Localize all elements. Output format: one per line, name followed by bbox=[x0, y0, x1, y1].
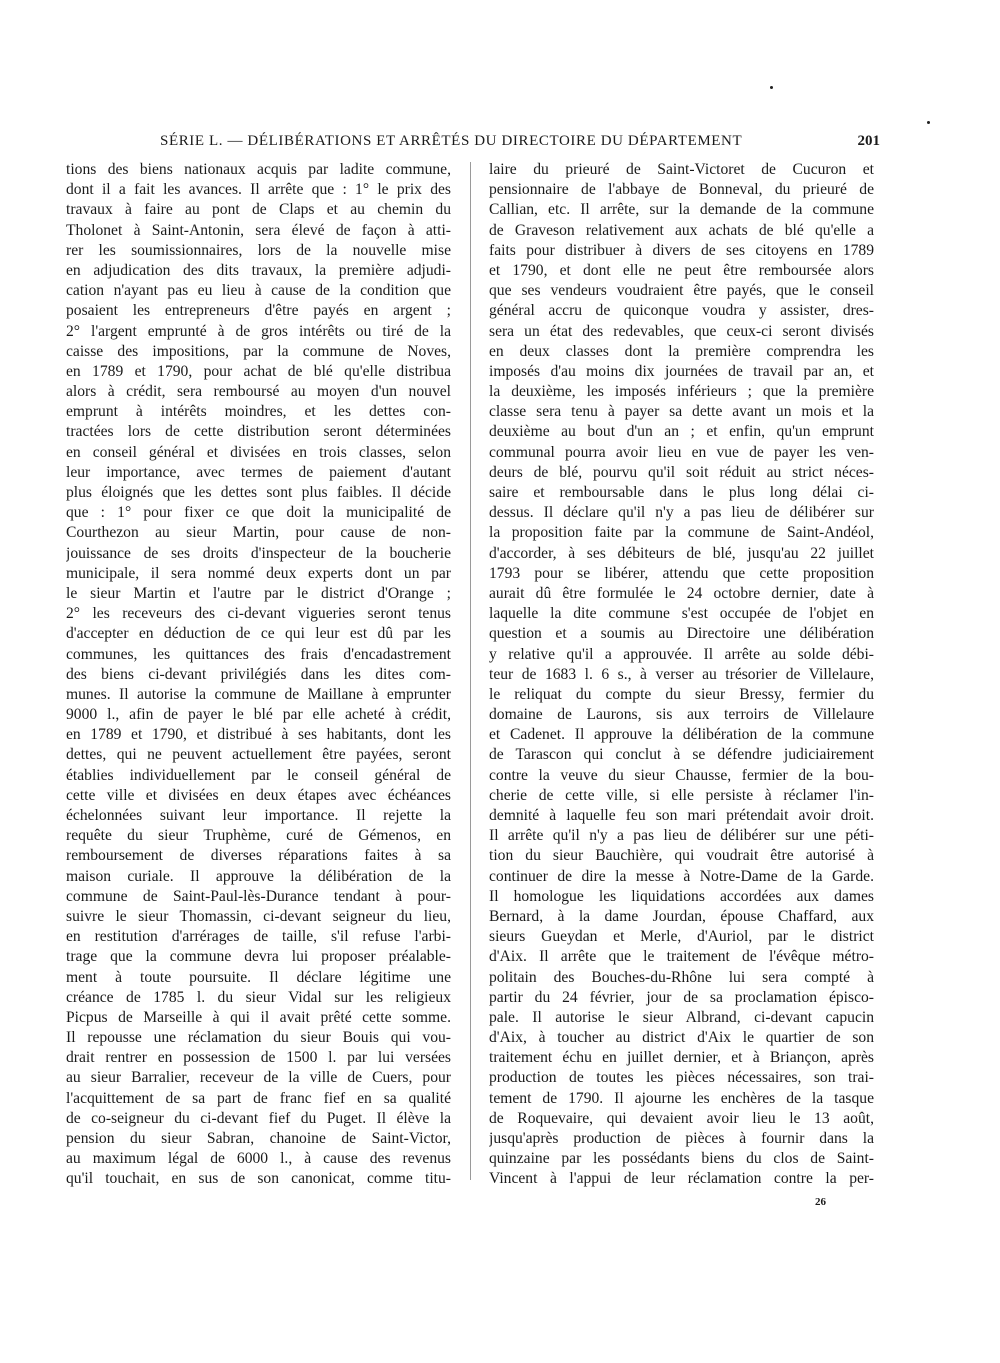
text-line: que ses vendeurs voudraient être payés, que le conseil bbox=[489, 282, 874, 300]
text-line: d'Aix. Il arrête que le traitement de l'évêque métro- bbox=[489, 948, 874, 966]
text-line: leur importance, avec termes de paiement d'autant bbox=[66, 463, 451, 481]
text-line: sieurs Gueydan et Merle, d'Auriol, par le district bbox=[489, 928, 874, 946]
text-line: cette ville et divisées en deux étapes avec échéances bbox=[66, 786, 451, 804]
text-line: la deuxième, les imposés inférieurs ; que la première bbox=[489, 383, 874, 401]
text-line: et Cadenet. Il approuve la délibération de la commune bbox=[489, 726, 874, 744]
text-line: en restitution d'arrérages de taille, s'il refuse l'arbi- bbox=[66, 928, 451, 946]
page-number: 201 bbox=[857, 133, 880, 149]
scan-speck bbox=[927, 121, 930, 124]
text-line: imposés d'au moins dix journées de travail par an, et bbox=[489, 362, 874, 380]
text-line: le reliquat du compte du sieur Bressy, fermier du bbox=[489, 685, 874, 703]
text-line: jouissance de ses droits d'inspecteur de la boucherie bbox=[66, 544, 451, 562]
text-line: 2° les receveurs des ci-devant vigueries seront tenus bbox=[66, 605, 451, 623]
text-line: plus éloignés que les dettes sont plus faibles. Il décide bbox=[66, 484, 451, 501]
text-line: traitement échu en juillet dernier, et à Briançon, après bbox=[489, 1049, 874, 1067]
text-line: dessus. Il déclare qu'il n'y a pas lieu de délibérer sur bbox=[489, 504, 874, 522]
text-line: Il repousse une réclamation du sieur Bouis qui vou- bbox=[66, 1029, 451, 1047]
text-line: ment à toute poursuite. Il déclare légitime une bbox=[66, 968, 451, 986]
text-line: politain des Bouches-du-Rhône lui sera compté à bbox=[489, 968, 874, 986]
text-line: établies individuellement par le conseil général de bbox=[66, 766, 451, 784]
text-line: de Roquevaire, qui devaient avoir lieu le 13 août, bbox=[489, 1109, 874, 1127]
text-line: dettes, qui ne peuvent actuellement être payées, seront bbox=[66, 746, 451, 764]
text-line: dont il a fait les avances. Il arrête que : 1° le prix des bbox=[66, 181, 451, 199]
text-line: remboursement de diverses réparations faites à sa bbox=[66, 847, 451, 865]
text-line: partir du 24 février, jour de sa proclamation épisco- bbox=[489, 988, 874, 1006]
text-line: quinzaine par les possédants biens du clos de Saint- bbox=[489, 1150, 874, 1168]
text-line: demnité à laquelle feu son mari prétendait avoir droit. bbox=[489, 807, 874, 824]
text-line: Vincent à l'appui de leur réclamation contre la per- bbox=[489, 1170, 874, 1188]
text-line: communes, les quittances des frais d'encadastrement bbox=[66, 645, 451, 663]
text-line: suivre le sieur Thomassin, ci-devant seigneur du lieu, bbox=[66, 907, 451, 925]
text-line: en 1789 et 1790, pour achat de blé qu'elle distribua bbox=[66, 362, 451, 380]
text-line: de Tarascon qui conclut à se défendre judiciairement bbox=[489, 746, 874, 764]
text-line: en adjudication des dits travaux, la première adjudi- bbox=[66, 261, 451, 279]
text-line: Tholonet à Saint-Antonin, sera élevé de façon à atti- bbox=[66, 221, 451, 239]
text-line: posaient les entrepreneurs d'être payés en argent ; bbox=[66, 302, 451, 320]
text-line: en 1789 et 1790, et distribué à ses habitants, dont les bbox=[66, 726, 451, 744]
text-line: d'accorder, à ses débiteurs de blé, jusqu'au 22 juillet bbox=[489, 544, 874, 562]
text-line: 9000 l., afin de payer le blé par elle acheté à crédit, bbox=[66, 706, 451, 724]
text-line: pensionnaire de l'abbaye de Bonneval, du prieuré de bbox=[489, 181, 874, 199]
text-line: tion du sieur Bauchière, qui voudrait être autorisé à bbox=[489, 847, 874, 865]
text-line: jusqu'après production de pièces à fournir dans la bbox=[489, 1130, 874, 1147]
text-line: Callian, etc. Il arrête, sur la demande de la commune bbox=[489, 201, 874, 219]
text-line: en conseil général et divisées en trois classes, selon bbox=[66, 443, 451, 461]
text-line: de co-seigneur du ci-devant fief du Puget. Il élève la bbox=[66, 1109, 451, 1127]
text-line: alors à crédit, sera remboursé au moyen d'un nouvel bbox=[66, 383, 451, 401]
text-line: qu'il touchait, en sus de son canonicat, comme titu- bbox=[66, 1170, 451, 1188]
text-line: que : 1° pour fixer ce que doit la municipalité de bbox=[66, 504, 451, 522]
text-line: continuer de dire la messe à Notre-Dame de la Garde. bbox=[489, 867, 874, 885]
text-line: maison curiale. Il approuve la délibération de la bbox=[66, 867, 451, 885]
text-line: commune de Saint-Paul-lès-Durance tendant à pour- bbox=[66, 887, 451, 905]
scan-speck bbox=[770, 86, 773, 89]
text-line: échelonnées suivant leur importance. Il rejette la bbox=[66, 807, 451, 824]
running-head: SÉRIE L. — DÉLIBÉRATIONS ET ARRÊTÉS DU DIRECTOIRE DU DÉPARTEMENT bbox=[160, 133, 743, 149]
text-line: tement de 1790. Il ajourne les enchères de la tasque bbox=[489, 1089, 874, 1107]
text-line: caisse des impositions, par la commune de Noves, bbox=[66, 342, 451, 360]
text-line: deurs de blé, pourvu qu'il soit réduit au strict néces- bbox=[489, 463, 874, 481]
text-line: municipale, il sera nommé deux experts dont un par bbox=[66, 564, 451, 582]
text-line: Picpus de Marseille à qui il avait prêté cette somme. bbox=[66, 1008, 451, 1026]
text-line: classe sera tenu à payer sa dette avant un mois et la bbox=[489, 403, 874, 421]
text-line: laquelle la dite commune s'est occupée de l'objet en bbox=[489, 605, 874, 623]
text-line: sera un état des redevables, que ceux-ci seront divisés bbox=[489, 322, 874, 340]
text-line: créance de 1785 l. du sieur Vidal sur les religieux bbox=[66, 988, 451, 1006]
text-line: pale. Il autorise le sieur Albrand, ci-devant capucin bbox=[489, 1008, 874, 1026]
text-line: trage que la commune devra lui proposer préalable- bbox=[66, 948, 451, 966]
text-line: Courthezon au sieur Martin, pour cause de non- bbox=[66, 524, 451, 542]
left-column bbox=[66, 160, 451, 1190]
text-line: production de toutes les pièces nécessaires, son trai- bbox=[489, 1069, 874, 1087]
text-line: aurait dû être formulée le 24 octobre dernier, date à bbox=[489, 584, 874, 602]
text-line: Bernard, à la dame Jourdan, épouse Chaffard, aux bbox=[489, 907, 874, 925]
text-line: requête du sieur Truphème, curé de Gémenos, en bbox=[66, 827, 451, 845]
page-header bbox=[160, 133, 880, 153]
text-line: Il arrête qu'il n'y a pas lieu de délibérer sur une péti- bbox=[489, 827, 874, 845]
signature-mark: 26 bbox=[815, 1196, 826, 1208]
text-line: le sieur Martin et l'autre par le district d'Orange ; bbox=[66, 584, 451, 602]
text-line: question et a soumis au Directoire une délibération bbox=[489, 625, 874, 643]
text-line: d'Aix, à toucher au district d'Aix le quartier de son bbox=[489, 1029, 874, 1047]
text-line: et 1790, et dont elle ne peut être remboursée alors bbox=[489, 261, 874, 279]
text-line: général accru de quiconque voudra y assister, dres- bbox=[489, 302, 874, 320]
text-line: 1793 pour se libérer, attendu que cette proposition bbox=[489, 564, 874, 582]
text-line: domaine de Laurons, sis aux terroirs de Villelaure bbox=[489, 706, 874, 724]
text-line: pension du sieur Sabran, chanoine de Saint-Victor, bbox=[66, 1130, 451, 1147]
text-line: de Graveson relativement aux achats de blé qu'elle a bbox=[489, 221, 874, 239]
text-line: drait rentrer en possession de 1500 l. par lui versées bbox=[66, 1049, 451, 1067]
text-line: 2° l'argent emprunté à de gros intérêts ou tiré de la bbox=[66, 322, 451, 340]
text-line: munes. Il autorise la commune de Maillane à emprunter bbox=[66, 685, 451, 703]
text-line: au maximum légal de 6000 l., à cause des revenus bbox=[66, 1150, 451, 1168]
text-line: travaux à faire au pont de Claps et au chemin du bbox=[66, 201, 451, 219]
text-line: saire et remboursable dans le plus long délai ci- bbox=[489, 484, 874, 501]
right-column bbox=[489, 160, 874, 1190]
text-line: tractées lors de cette distribution seront déterminées bbox=[66, 423, 451, 441]
text-line: Il homologue les liquidations accordées aux dames bbox=[489, 887, 874, 905]
text-line: l'acquittement de sa part de franc fief en sa qualité bbox=[66, 1089, 451, 1107]
text-line: au sieur Barralier, receveur de la ville de Cuers, pour bbox=[66, 1069, 451, 1087]
text-line: cherie de cette ville, si elle persiste à réclamer l'in- bbox=[489, 786, 874, 804]
text-line: contre la veuve du sieur Chausse, fermier de la bou- bbox=[489, 766, 874, 784]
text-line: laire du prieuré de Saint-Victoret de Cucuron et bbox=[489, 161, 874, 178]
text-line: teur de 1683 l. 6 s., à verser au trésorier de Villelaure, bbox=[489, 665, 874, 683]
text-line: rer les soumissionnaires, lors de la nouvelle mise bbox=[66, 241, 451, 259]
text-line: tions des biens nationaux acquis par ladite commune, bbox=[66, 161, 451, 178]
text-line: cation n'ayant pas eu lieu à cause de la condition que bbox=[66, 282, 451, 300]
text-line: la proposition faite par la commune de Saint-Andéol, bbox=[489, 524, 874, 542]
text-line: d'accepter en déduction de ce qui leur est dû par les bbox=[66, 625, 451, 643]
column-divider bbox=[470, 162, 471, 1180]
text-line: communal pourra avoir lieu en vue de payer les ven- bbox=[489, 443, 874, 461]
text-line: des biens ci-devant privilégiés dans les dites com- bbox=[66, 665, 451, 683]
text-line: faits pour distribuer à divers de ses citoyens en 1789 bbox=[489, 241, 874, 259]
text-line: y relative qu'il a approuvée. Il arrête au solde débi- bbox=[489, 645, 874, 663]
text-line: en deux classes dont la première comprendra les bbox=[489, 342, 874, 360]
text-line: emprunt à intérêts moindres, et les dettes con- bbox=[66, 403, 451, 421]
text-line: deuxième au bout d'un an ; et enfin, qu'un emprunt bbox=[489, 423, 874, 441]
